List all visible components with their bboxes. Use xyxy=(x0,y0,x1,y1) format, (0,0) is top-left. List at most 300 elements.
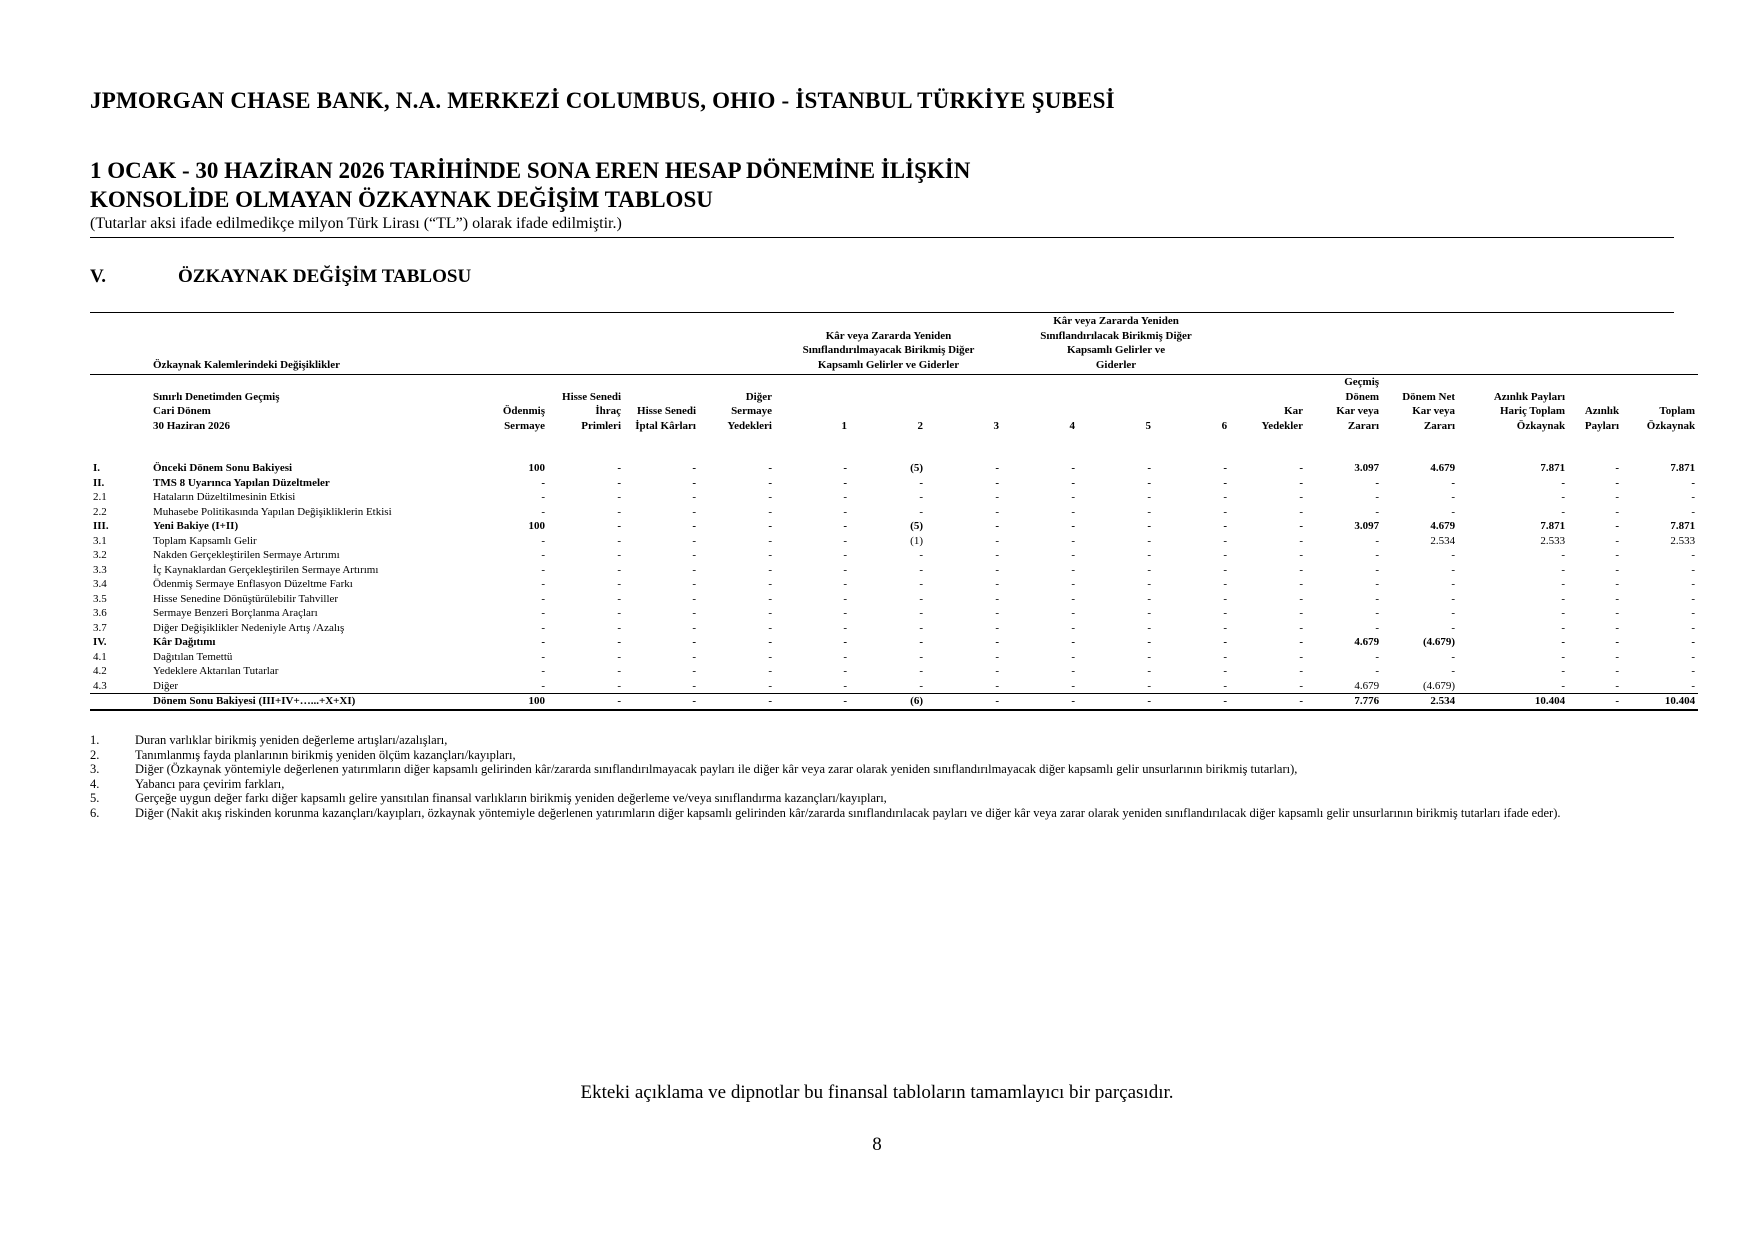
table-cell: - xyxy=(1147,607,1152,619)
table-cell: - xyxy=(692,578,696,590)
column-header-line: Payları xyxy=(1584,419,1620,432)
table-cell: - xyxy=(617,679,621,692)
table-cell: - xyxy=(617,636,621,648)
table-cell: - xyxy=(1230,694,1306,710)
table-cell: - xyxy=(1615,592,1620,605)
table-cell: - xyxy=(541,636,545,648)
table-cell: - xyxy=(1691,679,1696,692)
table-cell: 7.871 xyxy=(1670,520,1696,532)
table-cell: - xyxy=(995,462,1000,474)
table-cell: - xyxy=(1147,534,1152,547)
table-row xyxy=(90,505,1698,520)
table-cell: - xyxy=(843,592,847,605)
group-not-reclassified xyxy=(775,314,1002,372)
table-row xyxy=(90,490,1698,505)
table-cell: - xyxy=(541,549,545,561)
table-cell: - xyxy=(1561,578,1566,590)
table-cell: - xyxy=(1615,476,1620,489)
row-code: 3.5 xyxy=(93,592,107,605)
table-cell: 7.871 xyxy=(1540,462,1566,474)
period-line: Sınırlı Denetimden Geçmiş xyxy=(153,390,280,403)
table-cell: - xyxy=(1223,578,1228,590)
table-cell: - xyxy=(1299,534,1304,547)
table-cell: - xyxy=(1299,679,1304,692)
table-cell: - xyxy=(995,491,1000,503)
table-cell: - xyxy=(1451,592,1456,605)
table-cell: 7.871 xyxy=(1670,462,1696,474)
table-cell: - xyxy=(919,491,923,503)
table-row xyxy=(90,476,1698,491)
table-cell: - xyxy=(1071,679,1076,692)
table-cell: - xyxy=(1147,462,1152,474)
table-cell: - xyxy=(995,578,1000,590)
company-title: JPMORGAN CHASE BANK, N.A. MERKEZİ COLUMBUS, OHIO - İSTANBUL TÜRKİYE ŞUBESİ xyxy=(90,88,1115,113)
table-cell: - xyxy=(692,636,696,648)
column-header-line: 3 xyxy=(993,419,1000,432)
column-header xyxy=(1002,375,1078,434)
table-cell: - xyxy=(1071,621,1076,634)
row-code: I. xyxy=(93,462,101,474)
table-cell: - xyxy=(1451,563,1456,576)
table-cell: - xyxy=(1299,636,1304,648)
table-cell: - xyxy=(1071,578,1076,590)
table-cell: - xyxy=(843,549,847,561)
table-cell: - xyxy=(1691,665,1696,677)
table-cell: - xyxy=(995,592,1000,605)
table-cell: 4.679 xyxy=(1354,636,1380,648)
row-code: 3.1 xyxy=(93,534,107,547)
table-cell: - xyxy=(1451,476,1456,489)
row-code: III. xyxy=(93,520,109,532)
table-cell: - xyxy=(1071,650,1076,663)
table-top-rule xyxy=(90,312,1674,313)
table-cell: - xyxy=(692,563,696,576)
table-cell: - xyxy=(919,549,923,561)
table-cell: - xyxy=(843,505,847,518)
table-cell: - xyxy=(768,636,772,648)
table-cell: - xyxy=(1375,534,1380,547)
column-header-line: Yedekler xyxy=(1261,419,1304,432)
table-cell: - xyxy=(617,650,621,663)
table-cell: - xyxy=(1615,621,1620,634)
header-divider xyxy=(90,237,1674,238)
table-cell: - xyxy=(919,476,923,489)
table-cell: - xyxy=(617,462,621,474)
row-label: İç Kaynaklardan Gerçekleştirilen Sermaye Artırımı xyxy=(153,563,379,576)
table-row xyxy=(90,592,1698,607)
table-cell: - xyxy=(1147,636,1152,648)
footnote-item xyxy=(90,748,1674,763)
table-cell: 10.404 xyxy=(1458,694,1568,710)
table-cell: - xyxy=(919,592,923,605)
footnote-text: Gerçeğe uygun değer farkı diğer kapsamlı gelire yansıtılan finansal varlıkların birikmiş yeniden değerleme ve/veya sınıflandırma kazançları/kayıpları, xyxy=(135,791,887,805)
table-cell: - xyxy=(541,563,545,576)
table-cell: 2.534 xyxy=(1382,694,1458,710)
table-top-label: Özkaynak Kalemlerindeki Değişiklikler xyxy=(153,358,341,371)
table-cell: - xyxy=(843,462,847,474)
table-cell: - xyxy=(1071,563,1076,576)
row-label: Diğer xyxy=(153,679,179,692)
table-cell: - xyxy=(1451,650,1456,663)
table-cell: - xyxy=(617,621,621,634)
table-cell: - xyxy=(1375,505,1380,518)
row-label: Hataların Düzeltilmesinin Etkisi xyxy=(153,491,296,503)
table-cell: - xyxy=(1071,607,1076,619)
column-header xyxy=(624,375,699,434)
column-header-line: Zararı xyxy=(1347,419,1380,432)
table-cell: - xyxy=(1561,563,1566,576)
table-row xyxy=(90,664,1698,679)
column-header-line: 6 xyxy=(1221,419,1228,432)
group1-line: Kâr veya Zararda Yeniden xyxy=(825,329,952,342)
table-cell: - xyxy=(1451,665,1456,677)
table-cell: - xyxy=(1071,534,1076,547)
table-cell: - xyxy=(1615,636,1620,648)
column-header xyxy=(1230,375,1306,434)
table-cell: - xyxy=(1223,505,1228,518)
table-cell: - xyxy=(1451,607,1456,619)
total-row xyxy=(90,694,1698,710)
table-cell: - xyxy=(1691,592,1696,605)
table-cell: - xyxy=(768,491,772,503)
table-cell: - xyxy=(1561,650,1566,663)
section-heading xyxy=(90,266,471,288)
table-cell: - xyxy=(1071,592,1076,605)
table-cell: - xyxy=(1561,505,1566,518)
column-header xyxy=(699,375,775,434)
table-cell: - xyxy=(995,563,1000,576)
table-cell: - xyxy=(768,476,772,489)
column-header-line: Azınlık Payları xyxy=(1493,390,1566,403)
table-cell: - xyxy=(919,607,923,619)
table-cell: - xyxy=(541,592,545,605)
table-cell: - xyxy=(1451,505,1456,518)
table-cell: - xyxy=(1691,650,1696,663)
table-cell: - xyxy=(541,650,545,663)
table-cell: - xyxy=(1561,549,1566,561)
table-cell: - xyxy=(1002,694,1078,710)
table-cell: - xyxy=(541,607,545,619)
table-cell: 4.679 xyxy=(1430,520,1456,532)
table-cell: - xyxy=(1147,650,1152,663)
column-header xyxy=(1306,375,1382,434)
column-header-line: Dönem Net xyxy=(1402,390,1456,403)
table-cell: - xyxy=(1299,491,1304,503)
table-cell: - xyxy=(617,491,621,503)
column-header xyxy=(1154,375,1230,434)
column-header-line: Özkaynak xyxy=(1516,419,1566,432)
column-header-line: 5 xyxy=(1145,419,1152,432)
table-cell: - xyxy=(768,592,772,605)
table-row xyxy=(90,548,1698,563)
table-cell: - xyxy=(1147,578,1152,590)
table-cell: - xyxy=(1691,621,1696,634)
column-header-line: Sermaye xyxy=(504,419,545,432)
table-cell: - xyxy=(541,665,545,677)
column-header xyxy=(1458,375,1568,434)
table-cell: (6) xyxy=(850,694,926,710)
table-cell: - xyxy=(692,665,696,677)
table-cell: - xyxy=(843,679,847,692)
column-header xyxy=(1622,375,1698,434)
table-cell: - xyxy=(692,491,696,503)
table-cell: - xyxy=(1299,578,1304,590)
table-cell: - xyxy=(541,534,545,547)
table-cell: - xyxy=(995,621,1000,634)
table-cell: 100 xyxy=(465,694,548,710)
column-header xyxy=(548,375,624,434)
table-cell: - xyxy=(768,462,772,474)
row-label: Dağıtılan Temettü xyxy=(153,650,233,663)
table-cell: - xyxy=(1223,462,1228,474)
row-label: Dönem Sonu Bakiyesi (III+IV+…...+X+XI) xyxy=(150,694,465,710)
table-cell: - xyxy=(1615,462,1620,474)
table-cell: - xyxy=(617,607,621,619)
column-header-line: Azınlık xyxy=(1584,405,1620,417)
table-row xyxy=(90,650,1698,665)
table-cell: - xyxy=(843,636,847,648)
table-cell: - xyxy=(1223,491,1228,503)
table-cell: - xyxy=(1223,679,1228,692)
table-cell: - xyxy=(1299,650,1304,663)
table-cell: - xyxy=(1147,476,1152,489)
table-cell: - xyxy=(1615,650,1620,663)
table-cell: (5) xyxy=(910,462,923,474)
row-code: 4.2 xyxy=(93,665,107,677)
table-cell: - xyxy=(995,476,1000,489)
table-cell: - xyxy=(1451,491,1456,503)
table-cell: 2.533 xyxy=(1670,534,1696,547)
table-cell: - xyxy=(1147,491,1152,503)
table-cell: - xyxy=(1615,607,1620,619)
table-cell: - xyxy=(692,679,696,692)
table-cell: - xyxy=(548,694,624,710)
table-cell: - xyxy=(1299,549,1304,561)
column-header-line: İptal Kârları xyxy=(635,419,696,432)
table-cell: - xyxy=(1691,578,1696,590)
table-cell: - xyxy=(843,650,847,663)
footnote-item xyxy=(90,762,1674,777)
footnote-text: Diğer (Nakit akış riskinden korunma kazançları/kayıpları, özkaynak yöntemiyle değerlenen yatırımların diğer kapsamlı gelirinden kâr/zararda sınıflandırılacak payları ve diğer kâr veya zarar olarak yeniden sınıflandırılacak diğer kapsamlı gelir unsurlarının birikmiş tutarları ifade eder). xyxy=(135,805,1561,820)
table-cell: - xyxy=(768,534,772,547)
table-row xyxy=(90,461,1698,476)
table-cell: 2.533 xyxy=(1540,534,1566,547)
table-cell: - xyxy=(1615,549,1620,561)
equity-table-container xyxy=(90,314,1696,711)
table-cell: - xyxy=(1691,505,1696,518)
table-cell: - xyxy=(1375,476,1380,489)
table-cell: - xyxy=(1223,476,1228,489)
table-cell: - xyxy=(1375,491,1380,503)
footnote-text: Tanımlanmış fayda planlarının birikmiş yeniden ölçüm kazançları/kayıpları, xyxy=(135,747,516,762)
footnote-text: Duran varlıklar birikmiş yeniden değerleme artışları/azalışları, xyxy=(135,733,448,747)
row-label: Hisse Senedine Dönüştürülebilir Tahviller xyxy=(153,592,339,605)
table-cell: - xyxy=(919,621,923,634)
section-title: ÖZKAYNAK DEĞİŞİM TABLOSU xyxy=(178,266,472,287)
table-cell: - xyxy=(617,520,621,532)
table-cell: - xyxy=(692,505,696,518)
table-cell: - xyxy=(617,534,621,547)
row-label: Nakden Gerçekleştirilen Sermaye Artırımı xyxy=(153,549,340,561)
table-cell: 100 xyxy=(528,462,545,474)
column-header-line: Diğer xyxy=(745,390,772,403)
column-header-line: Sermaye xyxy=(731,405,772,417)
row-code: 4.3 xyxy=(93,679,107,692)
statement-title-line2: KONSOLİDE OLMAYAN ÖZKAYNAK DEĞİŞİM TABLOSU xyxy=(90,187,713,212)
table-cell: 2.534 xyxy=(1430,534,1456,547)
row-label: Kâr Dağıtımı xyxy=(153,636,216,648)
table-cell: - xyxy=(1071,505,1076,518)
column-header-line: Hisse Senedi xyxy=(637,405,696,417)
table-cell: - xyxy=(1223,563,1228,576)
table-cell: 7.776 xyxy=(1306,694,1382,710)
table-cell: - xyxy=(768,679,772,692)
row-code: 2.2 xyxy=(93,505,107,518)
footnote-item xyxy=(90,791,1674,806)
table-cell: - xyxy=(1561,476,1566,489)
table-cell: - xyxy=(843,476,847,489)
table-cell: - xyxy=(1561,491,1566,503)
table-cell: - xyxy=(1147,592,1152,605)
table-cell: - xyxy=(1615,578,1620,590)
table-cell: 4.679 xyxy=(1430,462,1456,474)
footnote-text: Yabancı para çevirim farkları, xyxy=(135,776,285,791)
table-cell: - xyxy=(692,592,696,605)
table-row xyxy=(90,679,1698,694)
table-cell: - xyxy=(1223,549,1228,561)
table-cell: - xyxy=(995,607,1000,619)
table-body xyxy=(90,461,1698,710)
table-cell: - xyxy=(1615,491,1620,503)
row-label: Yedeklere Aktarılan Tutarlar xyxy=(153,665,279,677)
table-row xyxy=(90,519,1698,534)
footnote-text: Diğer (Özkaynak yöntemiyle değerlenen yatırımların diğer kapsamlı gelirinden kâr/zararda sınıflandırılmayacak payları ile diğer kâr veya zarar olarak yeniden sınıflandırılmayacak diğer kapsamlı gelir unsurlarının birikmiş tutarları), xyxy=(135,762,1298,776)
table-cell: - xyxy=(1223,621,1228,634)
table-cell: 3.097 xyxy=(1354,462,1380,474)
column-header-line: Ödenmiş xyxy=(502,405,545,417)
table-cell: - xyxy=(995,505,1000,518)
group2-line: Giderler xyxy=(1095,358,1137,371)
row-label: TMS 8 Uyarınca Yapılan Düzeltmeler xyxy=(153,476,330,489)
column-header-line: Primleri xyxy=(581,419,621,432)
table-cell: - xyxy=(1071,636,1076,648)
column-header-line: Kar xyxy=(1284,405,1304,417)
table-cell: - xyxy=(617,665,621,677)
table-cell: - xyxy=(541,578,545,590)
column-header xyxy=(926,375,1002,434)
table-cell: - xyxy=(995,636,1000,648)
table-cell: - xyxy=(692,462,696,474)
group-header-row xyxy=(90,314,1698,372)
table-cell: - xyxy=(1615,534,1620,547)
table-cell: - xyxy=(1071,549,1076,561)
table-cell: - xyxy=(617,578,621,590)
table-cell: 100 xyxy=(528,520,545,532)
table-cell: - xyxy=(1375,665,1380,677)
table-row xyxy=(90,534,1698,549)
statement-title xyxy=(90,156,970,214)
table-cell: - xyxy=(1299,665,1304,677)
table-cell: - xyxy=(995,679,1000,692)
table-cell: - xyxy=(768,607,772,619)
table-cell: - xyxy=(1561,636,1566,648)
table-row xyxy=(90,635,1698,650)
table-cell: - xyxy=(1147,520,1152,532)
table-cell: - xyxy=(768,549,772,561)
table-cell: - xyxy=(1691,607,1696,619)
table-cell: 7.871 xyxy=(1540,520,1566,532)
table-cell: - xyxy=(1299,520,1304,532)
table-cell: - xyxy=(843,578,847,590)
table-cell: - xyxy=(1451,578,1456,590)
table-cell: - xyxy=(1147,679,1152,692)
row-code: 3.6 xyxy=(93,607,107,619)
footnote-key: 5. xyxy=(90,791,100,805)
table-cell: - xyxy=(692,520,696,532)
table-cell: - xyxy=(1375,549,1380,561)
column-header xyxy=(1078,375,1154,434)
table-cell: 10.404 xyxy=(1622,694,1698,710)
group1-line: Sınıflandırılmayacak Birikmiş Diğer xyxy=(802,344,975,356)
table-cell: - xyxy=(1223,607,1228,619)
column-header-line: Toplam xyxy=(1659,405,1696,417)
column-header-line: 4 xyxy=(1069,419,1076,432)
table-cell: - xyxy=(1615,665,1620,677)
column-header-line: Kar veya xyxy=(1412,405,1456,417)
table-cell: - xyxy=(926,694,1002,710)
table-cell: - xyxy=(1691,636,1696,648)
table-cell: - xyxy=(768,563,772,576)
footnote-key: 1. xyxy=(90,733,100,747)
table-cell: - xyxy=(617,549,621,561)
table-cell: - xyxy=(1691,563,1696,576)
table-cell: - xyxy=(1078,694,1154,710)
table-cell: - xyxy=(1299,592,1304,605)
table-cell: - xyxy=(692,534,696,547)
table-cell: - xyxy=(692,650,696,663)
table-cell: - xyxy=(1299,476,1304,489)
row-label: Yeni Bakiye (I+II) xyxy=(153,520,239,532)
table-cell: (1) xyxy=(910,534,923,547)
table-cell: - xyxy=(692,476,696,489)
group1-line: Kapsamlı Gelirler ve Giderler xyxy=(817,358,960,371)
table-cell: - xyxy=(1615,563,1620,576)
table-cell: - xyxy=(541,679,545,692)
table-cell: - xyxy=(995,549,1000,561)
column-header-line: İhraç xyxy=(595,405,621,417)
table-cell: - xyxy=(1147,505,1152,518)
table-cell: - xyxy=(541,505,545,518)
table-cell: - xyxy=(541,621,545,634)
table-cell: - xyxy=(1299,621,1304,634)
row-code xyxy=(90,694,150,710)
table-cell: - xyxy=(919,578,923,590)
table-cell: - xyxy=(1147,665,1152,677)
table-cell: - xyxy=(1223,592,1228,605)
column-header-line: Yedekleri xyxy=(727,419,772,432)
table-cell: - xyxy=(1299,505,1304,518)
table-cell: - xyxy=(692,607,696,619)
group2-line: Kâr veya Zararda Yeniden xyxy=(1053,315,1179,327)
table-cell: - xyxy=(1561,665,1566,677)
table-cell: - xyxy=(843,534,847,547)
table-cell: - xyxy=(1375,621,1380,634)
table-cell: - xyxy=(995,534,1000,547)
table-cell: - xyxy=(1375,650,1380,663)
footnote-key: 6. xyxy=(90,805,100,820)
column-header-line: Zararı xyxy=(1423,419,1456,432)
table-row xyxy=(90,621,1698,636)
